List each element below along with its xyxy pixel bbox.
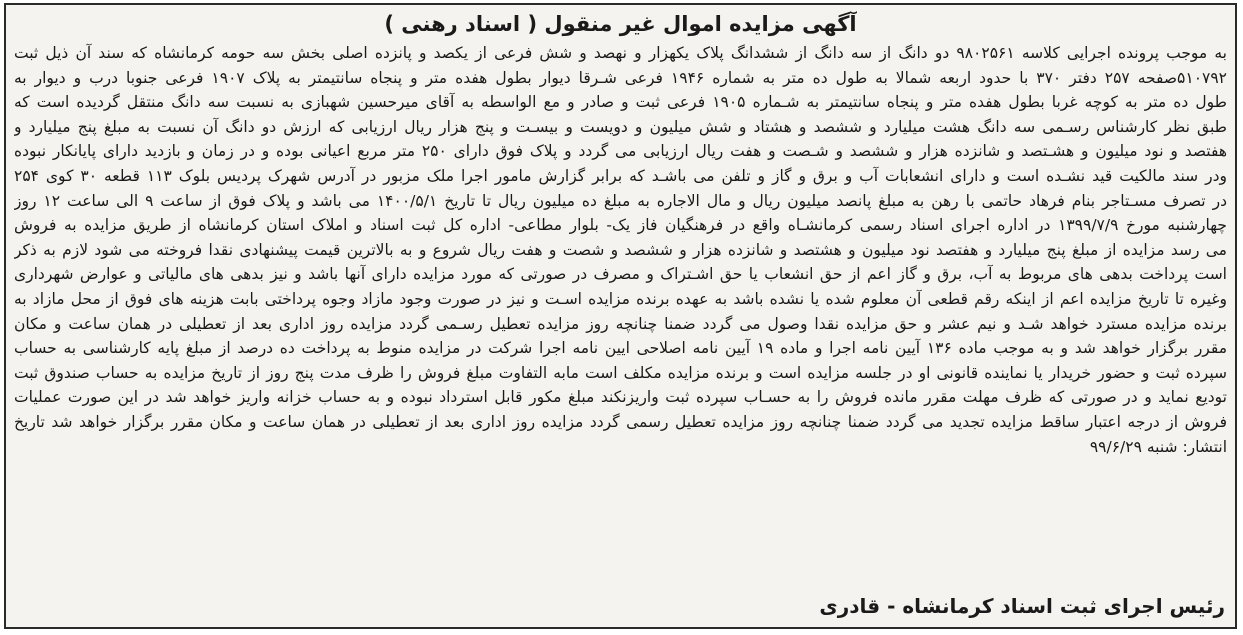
body-line: در تصرف مسـتاجر بنام فرهاد حاتمی با رهن به مبلغ پانصد میلیون ریال و مال الاجاره به مبلغ ده میلیون ریال تا تاریخ ۱۴۰۰/۵/۱ می باشد و پلاک فوق از ساعت ۹ الی ساعت ۱۲ روز	[14, 191, 1227, 210]
body-line: مقرر برگزار خواهد شد و به موجب ماده ۱۳۶ آیین نامه اجرا و ماده ۱۹ آیین نامه اصلاحی ایین نامه اجرا شرکت در مزایده منوط به پرداخت ده درصد از مبلغ پایه کارشناسی به حساب	[14, 339, 1227, 358]
signature: رئیس اجرای ثبت اسناد کرمانشاه - قادری	[819, 594, 1225, 618]
body-line: هفتصد و نود میلیون و هشـتصد و شانزده هزار و ششصد و شـصت و هفت ریال ارزیابی می گردد و پلاک فوق دارای ۲۵۰ متر مربع اعیانی بوده و در زمان و بازدید دارای پایانکار نبوده	[14, 142, 1227, 161]
body-line: به موجب پرونده اجرایی کلاسه ۹۸۰۲۵۶۱ دو دانگ از سه دانگ از ششدانگ پلاک یکهزار و نهصد و شش فرعی از یکصد و پانزده اصلی بخش سه حومه کرمانشاه که سند آن ذیل ثبت	[14, 44, 1227, 62]
body-line: فروش از درجه اعتبار ساقط مزایده تجدید می گردد ضمنا چنانچه روز مزایده تعطیل رسمی گردد مزایده روز اداری بعد از تعطیلی در همان ساعت و مکان مقرر برگزار خواهد شد تاریخ	[14, 412, 1227, 431]
body-line: تودیع نماید و در صورتی که ظرف مهلت مقرر مانده فروش را به حسـاب سپرده ثبت واریزنکند مبلغ مکور قابل استرداد نبوده و به حساب خزانه واریز خواهد شد در این صورت عملیات	[14, 388, 1227, 407]
notice-box	[4, 3, 1237, 629]
body-line: طبق نظر کارشناس رسـمی سه دانگ هشت میلیارد و ششصد و هشتاد و شش میلیون و دویست و بیسـت و پنج هزار ریال ارزیابی که ارزش دو دانگ آن نسبت به مبلغ پنج میلیارد و	[14, 117, 1227, 136]
body-line: ۵۱۰۷۹۲صفحه ۲۵۷ دفتر ۳۷۰ با حدود اربعه شمالا به طول ده متر به شماره ۱۹۴۶ فرعی شـرقا دیوار بطول هفده متر و پنجاه سانتیمتر به پلاک ۱۹۰۷ فرعی جنوبا درب و دیوار به	[14, 68, 1227, 87]
body-line: می رسد مزایده از مبلغ پنج میلیارد و هفتصد نود میلیون و هشتصد و شانزده هزار و ششصد و شصت و هفت ریال شروع و به بالاترین قیمت پیشنهادی نقدا فروخته می شود لازم به ذکر	[14, 240, 1227, 259]
notice-body	[14, 41, 1227, 459]
body-line: ودر سند مالکیت قید نشـده است و دارای انشعابات آب و برق و گاز و تلفن می باشـد که برابر گزارش مامور اجرا ملک مزبور در آدرس شهرک پردیس بلوک ۱۱۳ قطعه ۳۰ کوی ۲۵۴	[14, 166, 1227, 185]
body-line: چهارشنبه مورخ ۱۳۹۹/۷/۹ در اداره اجرای اسناد رسمی کرمانشـاه واقع در فرهنگیان فاز یک- بلوار مطاعی- اداره کل ثبت اسناد و املاک استان کرمانشاه از طریق مزایده به فروش	[14, 216, 1227, 235]
body-line: است پرداخت بدهی های مربوط به آب، برق و گاز اعم از حق انشعاب یا حق اشـتراک و مصرف در صورتی که مورد مزایده دارای آنها باشد و نیز بدهی های مالیاتی و عوارض شهرداری	[14, 265, 1227, 284]
notice-title: آگهی مزایده اموال غیر منقول ( اسناد رهنی )	[384, 12, 857, 36]
body-line: برنده مزایده مسترد خواهد شـد و نیم عشر و حق مزایده نقدا وصول می گردد ضمنا چنانچه روز مزایده تعطیل رسـمی گردد مزایده روز اداری بعد از تعطیلی در همان ساعت و مکان	[14, 314, 1227, 333]
body-line: طول ده متر به کوچه غربا بطول هفده متر و پنجاه سانتیمتر به شـماره ۱۹۰۵ فرعی ثبت و صادر و مع الواسطه به آقای میرحسین شهبازی به نسبت سه دانگ منتقل گردیده است که	[14, 93, 1227, 112]
body-line: وغیره تا تاریخ مزایده اعم از اینکه رقم قطعی آن معلوم شده یا نشده باشد به عهده برنده مزایده اسـت و نیز در صورت وجود مازاد وجوه پرداختی بابت هزینه های فوق از محل مازاد به	[14, 289, 1227, 308]
publication-date-line: انتشار: شنبه ۹۹/۶/۲۹	[1089, 437, 1227, 456]
body-line: سپرده ثبت و حضور خریدار یا نماینده قانونی او در جلسه مزایده است و برنده مزایده مکلف است مابه التفاوت مبلغ فروش را ظرف مدت پنج روز از تاریخ مزایده به حساب صندوق ثبت	[14, 363, 1227, 382]
